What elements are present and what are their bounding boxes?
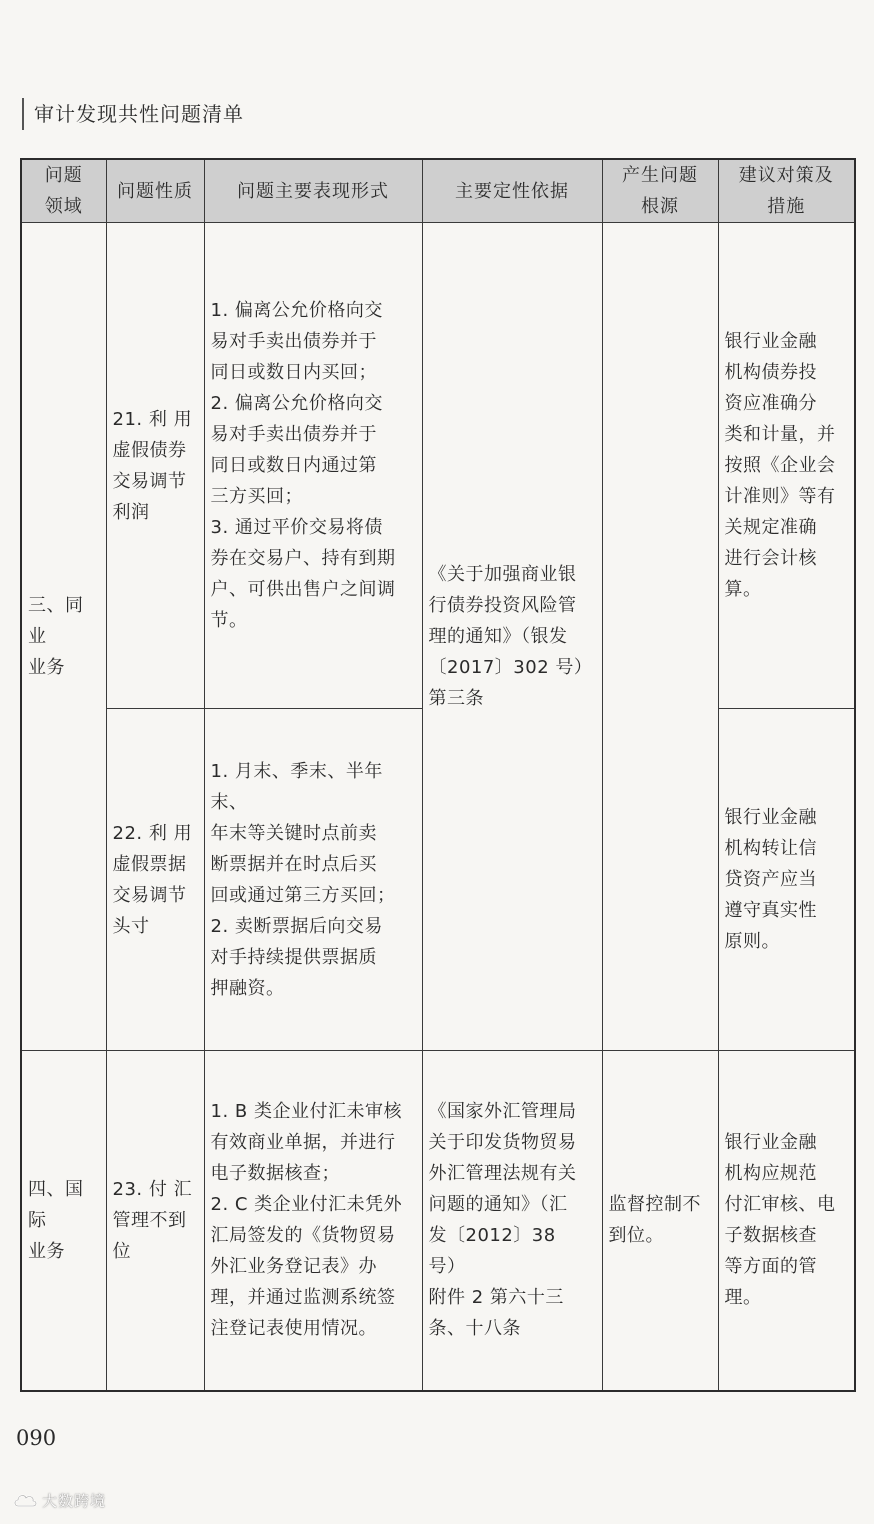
page-number: 090 [16, 1426, 57, 1450]
cell-domain: 三、同业 业务 [21, 223, 106, 1051]
header-nature: 问题性质 [106, 159, 204, 223]
cell-recommendation: 银行业金融 机构债券投 资应准确分 类和计量，并 按照《企业会 计准则》等有 关规定准确 进行会计核 算。 [718, 223, 855, 709]
page-header [22, 98, 244, 130]
cell-manifestation: 1. 月末、季末、半年末、 年末等关键时点前卖 断票据并在时点后买 回或通过第三方买回； 2. 卖断票据后向交易 对手持续提供票据质 押融资。 [204, 709, 422, 1051]
cell-root-cause [602, 223, 718, 1051]
header-recommendation: 建议对策及 措施 [718, 159, 855, 223]
watermark-text: 大数跨境 [42, 1492, 107, 1510]
cell-nature: 23. 付 汇 管理不到 位 [106, 1051, 204, 1391]
page-title: 审计发现共性问题清单 [34, 102, 244, 126]
watermark [12, 1490, 106, 1511]
cloud-logo-icon [12, 1491, 38, 1511]
cell-domain: 四、国际 业务 [21, 1051, 106, 1391]
table-header-row [21, 159, 855, 223]
cell-basis: 《国家外汇管理局 关于印发货物贸易 外汇管理法规有关 问题的通知》（汇 发〔2012〕38 号） 附件 2 第六十三 条、十八条 [422, 1051, 602, 1391]
header-domain: 问题 领域 [21, 159, 106, 223]
cell-nature: 22. 利 用 虚假票据 交易调节 头寸 [106, 709, 204, 1051]
cell-manifestation: 1. 偏离公允价格向交 易对手卖出债券并于 同日或数日内买回； 2. 偏离公允价格向交 易对手卖出债券并于 同日或数日内通过第 三方买回； 3. 通过平价交易将债 券在交易户、持有到期 户、可供出售户之间调 节。 [204, 223, 422, 709]
cell-manifestation: 1. B 类企业付汇未审核 有效商业单据，并进行 电子数据核查； 2. C 类企业付汇未凭外 汇局签发的《货物贸易 外汇业务登记表》办 理，并通过监测系统签 注登记表使用情况。 [204, 1051, 422, 1391]
table-row [21, 223, 855, 709]
table-row [21, 1051, 855, 1391]
cell-recommendation: 银行业金融 机构转让信 贷资产应当 遵守真实性 原则。 [718, 709, 855, 1051]
cell-nature: 21. 利 用 虚假债券 交易调节 利润 [106, 223, 204, 709]
cell-basis: 《关于加强商业银 行债券投资风险管 理的通知》（银发 〔2017〕302 号） 第三条 [422, 223, 602, 1051]
header-basis: 主要定性依据 [422, 159, 602, 223]
cell-root-cause: 监督控制不 到位。 [602, 1051, 718, 1391]
cell-recommendation: 银行业金融 机构应规范 付汇审核、电 子数据核查 等方面的管 理。 [718, 1051, 855, 1391]
audit-issues-table [20, 158, 856, 1392]
header-manifestation: 问题主要表现形式 [204, 159, 422, 223]
audit-issues-table-container [20, 158, 854, 1390]
header-root-cause: 产生问题 根源 [602, 159, 718, 223]
